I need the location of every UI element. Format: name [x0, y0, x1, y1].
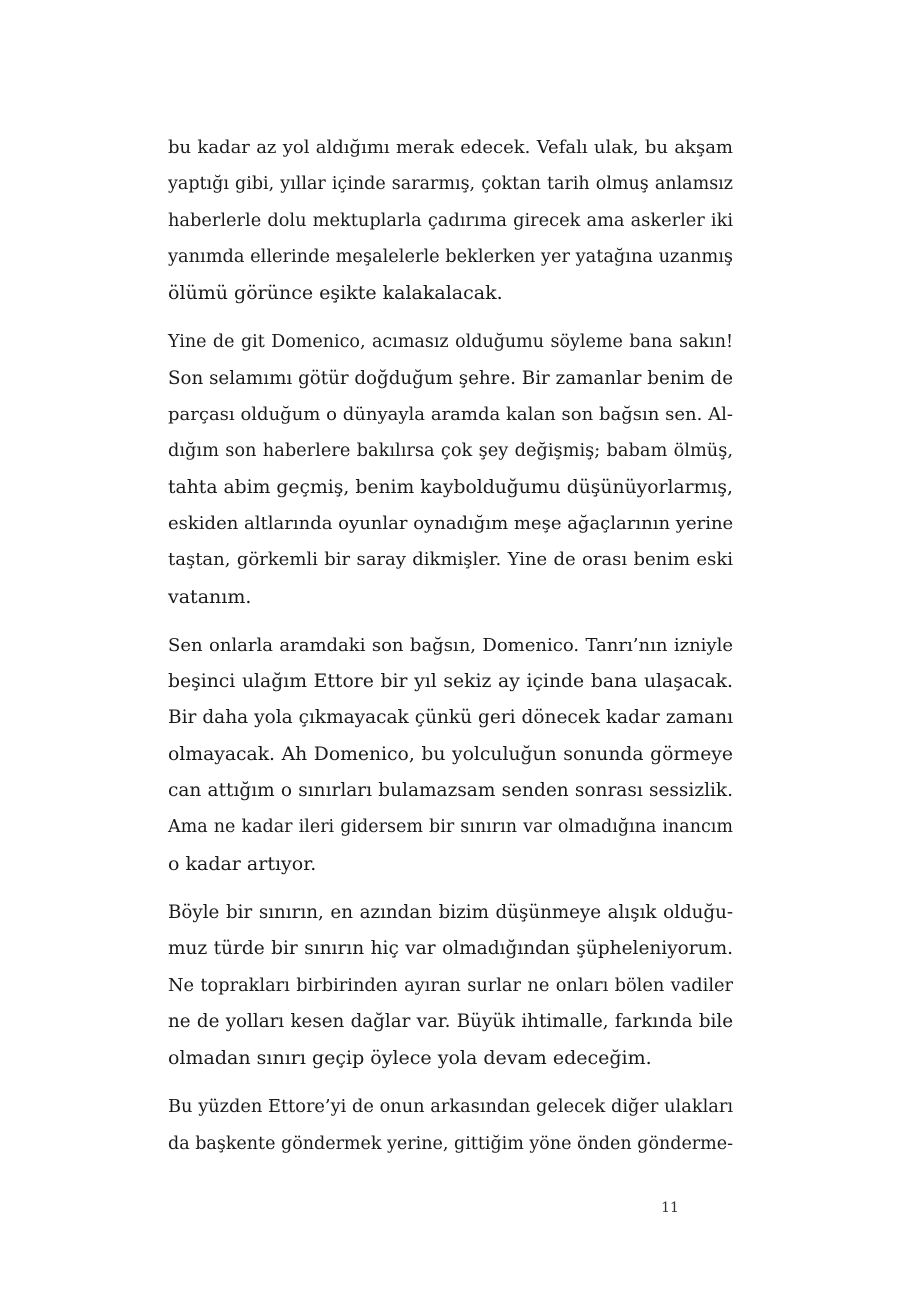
text-line: Bu yüzden Ettore’yi de onun arkasından gelecek diğer ulakları: [168, 1097, 733, 1118]
text-line: Böyle bir sınırın, en azından bizim düşünmeye alışık olduğu-: [168, 901, 733, 923]
text-line: Ama ne kadar ileri gidersem bir sınırın var olmadığına inancım: [168, 817, 733, 838]
paragraph: [168, 130, 733, 311]
text-line: olmayacak. Ah Domenico, bu yolculuğun sonunda görmeye: [168, 743, 733, 765]
text-line: Son selamımı götür doğduğum şehre. Bir zamanlar benim de: [168, 367, 733, 389]
text-line: vatanım.: [168, 585, 252, 608]
text-line: o kadar artıyor.: [168, 852, 317, 875]
text-line: muz türde bir sınırın hiç var olmadığından şüpheleniyorum.: [168, 938, 733, 960]
text-line: eskiden altlarında oyunlar oynadığım meşe ağaçlarının yerine: [168, 512, 734, 534]
paragraph: [168, 1089, 733, 1162]
text-line: dığım son haberlere bakılırsa çok şey değişmiş; babam ölmüş,: [168, 441, 733, 462]
text-line: taştan, görkemli bir saray dikmişler. Yine de orası benim eski: [168, 549, 733, 571]
text-line: haberlerle dolu mektuplarla çadırıma girecek ama askerler iki: [168, 210, 733, 231]
text-line: yanımda ellerinde meşalelerle beklerken yer yatağına uzanmış: [168, 246, 734, 267]
page-body: [168, 130, 733, 1162]
paragraph: [168, 895, 733, 1076]
paragraph: [168, 324, 733, 614]
text-line: ne de yolları kesen dağlar var. Büyük ihtimalle, farkında bile: [168, 1010, 733, 1032]
text-line: yaptığı gibi, yıllar içinde sararmış, çoktan tarih olmuş anlamsız: [168, 174, 733, 195]
paragraph: [168, 628, 733, 882]
text-line: can attığım o sınırları bulamazsam senden sonrası sessizlik.: [168, 780, 733, 802]
text-line: Sen onlarla aramdaki son bağsın, Domenico. Tanrı’nın izniyle: [168, 634, 733, 656]
text-line: Yine de git Domenico, acımasız olduğumu söyleme bana sakın!: [168, 332, 733, 353]
text-line: Ne toprakları birbirinden ayıran surlar ne onları bölen vadiler: [168, 975, 733, 996]
text-line: beşinci ulağım Ettore bir yıl sekiz ay içinde bana ulaşacak.: [168, 671, 733, 693]
text-line: ölümü görünce eşikte kalakalacak.: [168, 282, 503, 305]
text-line: da başkente göndermek yerine, gittiğim yöne önden gönderme-: [168, 1133, 734, 1154]
text-line: Bir daha yola çıkmayacak çünkü geri dönecek kadar zamanı: [168, 707, 733, 729]
text-line: bu kadar az yol aldığımı merak edecek. Vefalı ulak, bu akşam: [168, 137, 733, 158]
page-number: 11: [661, 1200, 679, 1216]
text-line: tahta abim geçmiş, benim kaybolduğumu düşünüyorlarmış,: [168, 476, 733, 498]
text-line: olmadan sınırı geçip öylece yola devam edeceğim.: [168, 1047, 652, 1070]
text-line: parçası olduğum o dünyayla aramda kalan son bağsın sen. Al-: [168, 404, 733, 426]
